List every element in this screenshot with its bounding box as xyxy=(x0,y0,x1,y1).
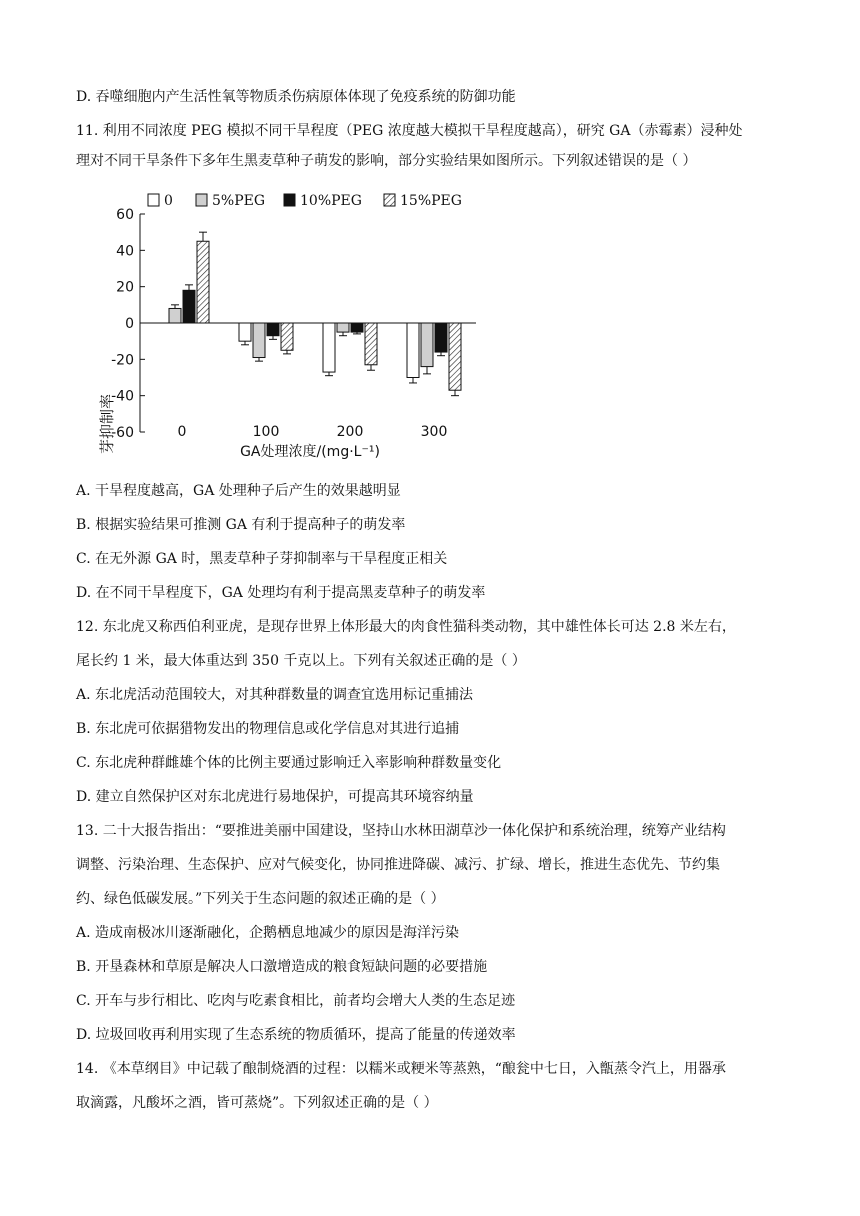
question-13-line1: 13. 二十大报告指出：“要推进美丽中国建设，坚持山水林田湖草沙一体化保护和系统治理，统筹产业结构 xyxy=(76,823,726,839)
x-tick-label: 200 xyxy=(336,424,364,440)
option-a-q11: A. 干旱程度越高，GA 处理种子后产生的效果越明显 xyxy=(76,483,401,499)
x-axis-label: GA处理浓度/(mg·L⁻¹) xyxy=(240,444,380,460)
bar xyxy=(421,323,433,367)
question-11-line1: 11. 利用不同浓度 PEG 模拟不同干旱程度（PEG 浓度越大模拟干旱程度越高），研究 GA（赤霉素）浸种处 xyxy=(76,123,743,139)
bar xyxy=(351,323,363,332)
bar-chart xyxy=(98,186,494,464)
y-tick-label: -40 xyxy=(111,388,134,405)
bar xyxy=(407,323,419,378)
bar xyxy=(449,323,461,390)
question-13-line3: 约、绿色低碳发展。”下列关于生态问题的叙述正确的是（ ） xyxy=(76,891,445,907)
question-12-line2: 尾长约 1 米，最大体重达到 350 千克以上。下列有关叙述正确的是（ ） xyxy=(76,653,526,669)
question-11-line2: 理对不同干旱条件下多年生黑麦草种子萌发的影响，部分实验结果如图所示。下列叙述错误的是（ ） xyxy=(76,153,697,169)
chart-bars xyxy=(169,232,461,396)
bar xyxy=(323,323,335,372)
bar xyxy=(253,323,265,358)
bar xyxy=(197,241,209,323)
bar xyxy=(169,308,181,323)
bar xyxy=(183,290,195,323)
question-14-line2: 取滴露，凡酸坏之酒，皆可蒸烧”。下列叙述正确的是（ ） xyxy=(76,1095,438,1111)
bar xyxy=(281,323,293,350)
y-tick-label: 0 xyxy=(125,316,134,332)
option-d-q13: D. 垃圾回收再利用实现了生态系统的物质循环，提高了能量的传递效率 xyxy=(76,1027,516,1043)
option-d-q12: D. 建立自然保护区对东北虎进行易地保护，可提高其环境容纳量 xyxy=(76,789,474,805)
legend-swatch xyxy=(384,194,395,206)
x-tick-label: 0 xyxy=(177,424,187,440)
legend-swatch xyxy=(284,194,295,206)
legend-swatch xyxy=(196,194,207,206)
legend-label: 5%PEG xyxy=(212,193,266,209)
question-12-line1: 12. 东北虎又称西伯利亚虎，是现存世界上体形最大的肉食性猫科类动物，其中雄性体长可达 2.8 米左右， xyxy=(76,619,736,635)
y-tick-label: 60 xyxy=(116,207,134,223)
bar xyxy=(365,323,377,365)
legend-label: 0 xyxy=(164,193,173,209)
bar xyxy=(267,323,279,336)
option-b-q13: B. 开垦森林和草原是解决人口激增造成的粮食短缺问题的必要措施 xyxy=(76,959,488,975)
option-d-q11: D. 在不同干旱程度下，GA 处理均有利于提高黑麦草种子的萌发率 xyxy=(76,585,486,601)
legend-label: 15%PEG xyxy=(400,193,462,209)
option-a-q13: A. 造成南极冰川逐渐融化，企鹅栖息地减少的原因是海洋污染 xyxy=(76,925,460,941)
question-13-line2: 调整、污染治理、生态保护、应对气候变化，协同推进降碳、减污、扩绿、增长，推进生态优先、节约集 xyxy=(76,857,720,873)
option-b-q11: B. 根据实验结果可推测 GA 有利于提高种子的萌发率 xyxy=(76,517,406,533)
option-d-q10: D. 吞噬细胞内产生活性氧等物质杀伤病原体体现了免疫系统的防御功能 xyxy=(76,89,516,105)
bar xyxy=(435,323,447,352)
bar xyxy=(337,323,349,332)
question-14-line1: 14. 《本草纲目》中记载了酿制烧酒的过程：以糯米或粳米等蒸熟，“酿瓮中七日，入甑蒸令汽上，用器承 xyxy=(76,1061,726,1077)
y-axis-label: 芽抑制率 xyxy=(98,393,116,454)
y-tick-label: 40 xyxy=(116,243,134,260)
bar xyxy=(239,323,251,341)
y-tick-label: -20 xyxy=(111,352,134,369)
legend-label: 10%PEG xyxy=(300,193,362,209)
y-tick-label: 20 xyxy=(116,279,134,296)
option-b-q12: B. 东北虎可依据猎物发出的物理信息或化学信息对其进行追捕 xyxy=(76,721,460,737)
option-c-q11: C. 在无外源 GA 时，黑麦草种子芽抑制率与干旱程度正相关 xyxy=(76,551,448,567)
chart-legend xyxy=(148,193,462,209)
option-a-q12: A. 东北虎活动范围较大，对其种群数量的调查宜选用标记重捕法 xyxy=(76,687,474,703)
option-c-q13: C. 开车与步行相比、吃肉与吃素食相比，前者均会增大人类的生态足迹 xyxy=(76,993,516,1009)
x-tick-label: 100 xyxy=(252,424,280,440)
option-c-q12: C. 东北虎种群雌雄个体的比例主要通过影响迁入率影响种群数量变化 xyxy=(76,755,502,771)
legend-swatch xyxy=(148,194,159,206)
x-tick-label: 300 xyxy=(420,424,448,440)
y-tick-label: -60 xyxy=(111,425,134,441)
